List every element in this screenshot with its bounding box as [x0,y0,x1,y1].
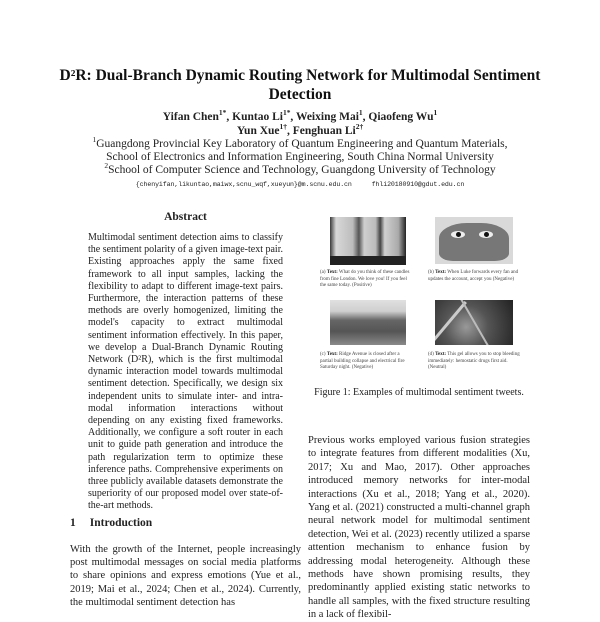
author-list [40,110,560,138]
affiliation-1b: School of Electronics and Information Engineering, South China Normal University [106,151,494,163]
caption-a: (a) Text: What do you think of these candles from fine London. We love you! If you feel the same today. (Positive) [320,270,410,288]
figure-caption: Figure 1: Examples of multimodal sentiment tweets. [314,387,524,398]
introduction-heading [70,517,152,529]
abstract-text: Multimodal sentiment detection aims to classify the sentiment polarity of a given image-text pair. Existing approaches apply the same fixed framework to all input samples, lacking the flexibility to adapt to different image-text pairs. Furthermore, the interaction patterns of these methods are overly homogenized, limiting the model's capacity to extract multimodal sentiment information effectively. In this paper, we develop a Dual-Branch Dynamic Routing Network (D²R), which is the first multimodal dynamic interaction model towards multimodal sentiment detection. Specifically, we design six independent units to simulate inter- and intra-modal information interactions without depending on any existing fixed frameworks. Additionally, we configure a soft router in each unit to guide path generation and introduce the path regularization term to optimize these inference paths. Comprehensive experiments on three publicly available datasets demonstrate the superiority of our proposed model over state-of-the-art methods. [88,232,283,512]
emails [40,181,560,188]
affiliation-1a: $^1$Guangdong Provincial Key Laboratory of Quantum Engineering and Quantum Materials, [92,135,508,150]
figure-image-a-candles [330,217,406,265]
section-title: Introduction [89,517,153,529]
caption-d: (d) Text: This gel allows you to stop bleeding immediately: hemostatic drugs first aid. (Neutral) [428,352,520,370]
introduction-text: With the growth of the Internet, people increasingly post multimodal messages on social media platforms to share opinions and express emotions (Yue et al., 2019; Mai et al., 2024; Chen et al., 2024). Currently, the multimodal sentiment detection has [70,544,301,608]
email-1: {chenyifan,likuntao,maiwx,scnu_wqf,xueyun}@m.scnu.edu.cn [135,181,352,188]
caption-b: (b) Text: When Luke forwards every fan and updates the account, accept you (Negative) [428,270,519,282]
figure-image-c-collapse [330,300,406,345]
authors-line-2: Yun Xue$^{1\dagger}$, Fenghuan $Li^{2\dagger}$ [236,122,364,137]
authors-line-1: Yifan Chen$^{1*}$, Kuntao $Li^{1*}$, Weixing Mai$^1$, Qiaofeng Wu$^1$ [162,108,438,123]
right-column-text: Previous works employed various fusion strategies to integrate features from different modalities (Xu, 2017; Xu and Mao, 2017). Other approaches introduced memory networks for inter-modal interactions (Xu et al., 2018; Yang et al., 2020). Yang et al. (2021) constructed a multi-channel graph neural network model for multimodal sentiment detection, Wei et al. (2023) recently utilized a sparse attention mechanism to enhance fusion by addressing modal heterogeneity. Although these methods have shown promising results, they predominantly applied existing static networks to handle all samples, with the fixed structure resulting in a lack of flexibil- [308,435,530,621]
affiliation-2: $^2$School of Computer Science and Technology, Guangdong University of Technology [104,161,496,176]
figure-image-b-frog [435,217,513,264]
email-2: fhli20180910@gdut.edu.cn [371,181,465,188]
section-number: 1 [70,517,76,529]
caption-c: (c) Text: Ridge Avenue is closed after a partial building collapse and electrical fire Saturday night. (Negative) [320,352,405,370]
affiliations [40,135,560,177]
figure-image-d-gel [435,300,513,345]
abstract-heading: Abstract [164,211,207,223]
paper-title: D²R: Dual-Branch Dynamic Routing Network for Multimodal Sentiment Detection [59,67,541,103]
